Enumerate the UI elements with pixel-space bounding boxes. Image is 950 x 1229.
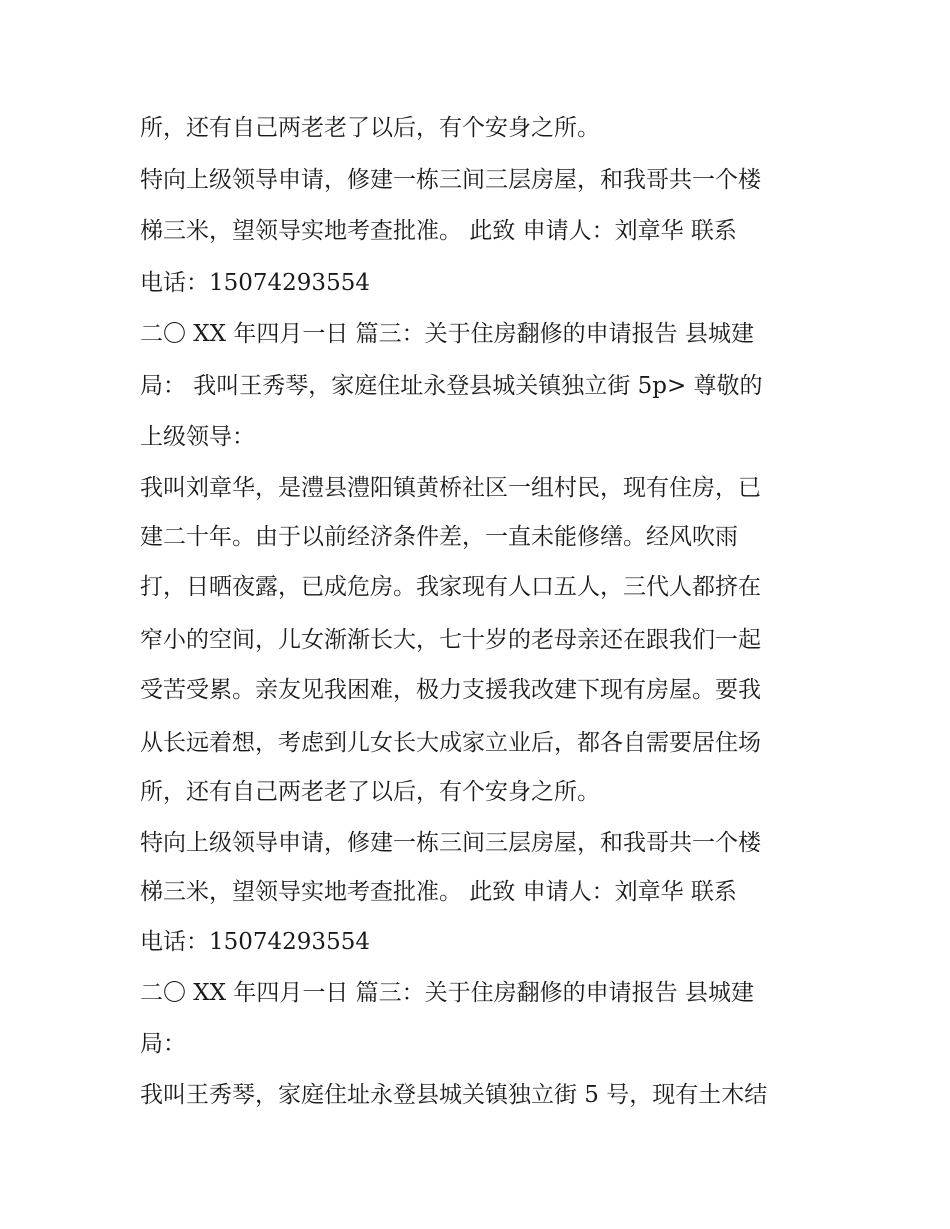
text-line: 局： 我叫王秀琴，家庭住址永登县城关镇独立街 5p> 尊敬的 (140, 373, 763, 399)
text-line: 建二十年。由于以前经济条件差，一直未能修缮。经风吹雨 (140, 524, 738, 550)
text-line: 二〇 XX 年四月一日 篇三：关于住房翻修的申请报告 县城建 (140, 321, 754, 347)
text-line: 电话：15074293554 (140, 270, 370, 296)
text-line: 所，还有自己两老老了以后，有个安身之所。 (140, 779, 600, 805)
text-line: 我叫刘章华，是澧县澧阳镇黄桥社区一组村民，现有住房，已 (140, 475, 761, 501)
text-line: 梯三米，望领导实地考查批准。 此致 申请人：刘章华 联系 (140, 218, 737, 244)
text-line: 电话：15074293554 (140, 929, 370, 955)
text-line: 特向上级领导申请，修建一栋三间三层房屋，和我哥共一个楼 (140, 830, 761, 856)
text-line: 从长远着想，考虑到儿女长大成家立业后，都各自需要居住场 (140, 730, 761, 756)
text-line: 窄小的空间，儿女渐渐长大，七十岁的老母亲还在跟我们一起 (140, 627, 761, 653)
text-line: 上级领导： (140, 424, 255, 450)
text-line: 特向上级领导申请，修建一栋三间三层房屋，和我哥共一个楼 (140, 167, 761, 193)
text-line: 我叫王秀琴，家庭住址永登县城关镇独立街 5 号，现有土木结 (140, 1082, 768, 1108)
text-line: 所，还有自己两老老了以后，有个安身之所。 (140, 115, 600, 141)
text-line: 局： (140, 1031, 186, 1057)
text-line: 打，日晒夜露，已成危房。我家现有人口五人，三代人都挤在 (140, 574, 761, 600)
text-line: 梯三米，望领导实地考查批准。 此致 申请人：刘章华 联系 (140, 879, 737, 905)
text-line: 二〇 XX 年四月一日 篇三：关于住房翻修的申请报告 县城建 (140, 980, 754, 1006)
text-line: 受苦受累。亲友见我困难，极力支援我改建下现有房屋。要我 (140, 677, 761, 703)
